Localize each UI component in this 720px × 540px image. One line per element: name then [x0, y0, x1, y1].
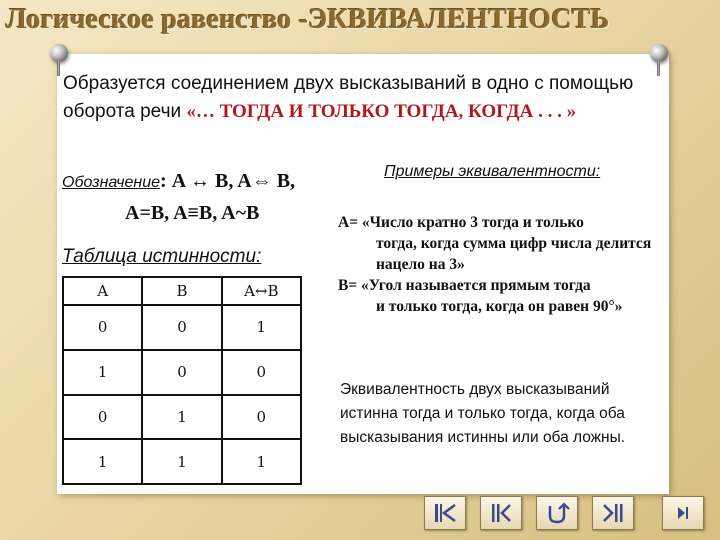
- truth-table-row: [63, 350, 301, 395]
- truth-table-cell: 1: [142, 395, 221, 440]
- next-slide-button[interactable]: [592, 496, 634, 530]
- example-b-continuation: и только тогда, когда он равен 90°»: [376, 298, 623, 315]
- summary-text: Эквивалентность двух высказываний истинна тогда и только тогда, когда оба высказывания истинны или оба ложны.: [340, 381, 626, 446]
- truth-table-row: [63, 395, 301, 440]
- truth-table-cell: 1: [222, 439, 301, 484]
- pin-icon: [50, 44, 68, 62]
- examples-block: [338, 212, 666, 317]
- truth-table-header-cell: A: [63, 277, 142, 305]
- example-a: [338, 212, 666, 275]
- pin-icon: [650, 44, 668, 62]
- first-slide-button[interactable]: [424, 496, 466, 530]
- previous-slide-icon: [488, 502, 514, 524]
- previous-slide-button[interactable]: [480, 496, 522, 530]
- definition-text: [63, 70, 663, 126]
- notation-symbols-2: A=B, A≡B, A~B: [125, 202, 260, 224]
- truth-table-cell: 0: [142, 305, 221, 350]
- definition-body: Образуется соединением двух высказываний в одно с помощью оборота речи: [63, 73, 634, 122]
- first-slide-icon: [432, 502, 458, 524]
- truth-table-cell: 1: [63, 439, 142, 484]
- truth-table-cell: 0: [222, 395, 301, 440]
- last-slide-button[interactable]: [662, 496, 704, 530]
- example-a-continuation: тогда, когда сумма цифр числа делится нацело на 3»: [376, 235, 652, 273]
- truth-table-header-cell: B: [142, 277, 221, 305]
- truth-table-cell: 0: [222, 350, 301, 395]
- notation-label: Обозначение: [62, 174, 161, 191]
- truth-table-cell: 1: [222, 305, 301, 350]
- notation-colon: :: [160, 170, 172, 192]
- truth-table-heading: Таблица истинности:: [62, 246, 262, 267]
- truth-table-header-cell: A↔B: [222, 277, 301, 305]
- notation-symbols-1: A ↔ B, A⇔ B,: [171, 170, 296, 192]
- truth-table-row: [63, 305, 301, 350]
- examples-heading: Примеры эквивалентности:: [384, 163, 601, 180]
- truth-table-cell: 1: [142, 439, 221, 484]
- slide-title: Логическое равенство -ЭКВИВАЛЕНТНОСТЬ: [6, 4, 610, 35]
- example-a-first-line: A= «Число кратно 3 тогда и только: [338, 214, 584, 231]
- example-b-first-line: B= «Угол называется прямым тогда: [338, 277, 591, 294]
- example-b: [338, 275, 666, 317]
- truth-table-row: [63, 439, 301, 484]
- next-slide-icon: [600, 502, 626, 524]
- truth-table-cell: 1: [63, 350, 142, 395]
- notation-line: [62, 170, 295, 193]
- return-button[interactable]: [536, 496, 578, 530]
- truth-table: [62, 276, 302, 485]
- truth-table-header-row: [63, 277, 301, 305]
- definition-highlight: «… ТОГДА И ТОЛЬКО ТОГДА, КОГДА . . . »: [186, 101, 577, 122]
- truth-table-cell: 0: [142, 350, 221, 395]
- truth-table-cell: 0: [63, 305, 142, 350]
- truth-table-cell: 0: [63, 395, 142, 440]
- return-icon: [544, 502, 570, 524]
- last-slide-icon: [670, 502, 696, 524]
